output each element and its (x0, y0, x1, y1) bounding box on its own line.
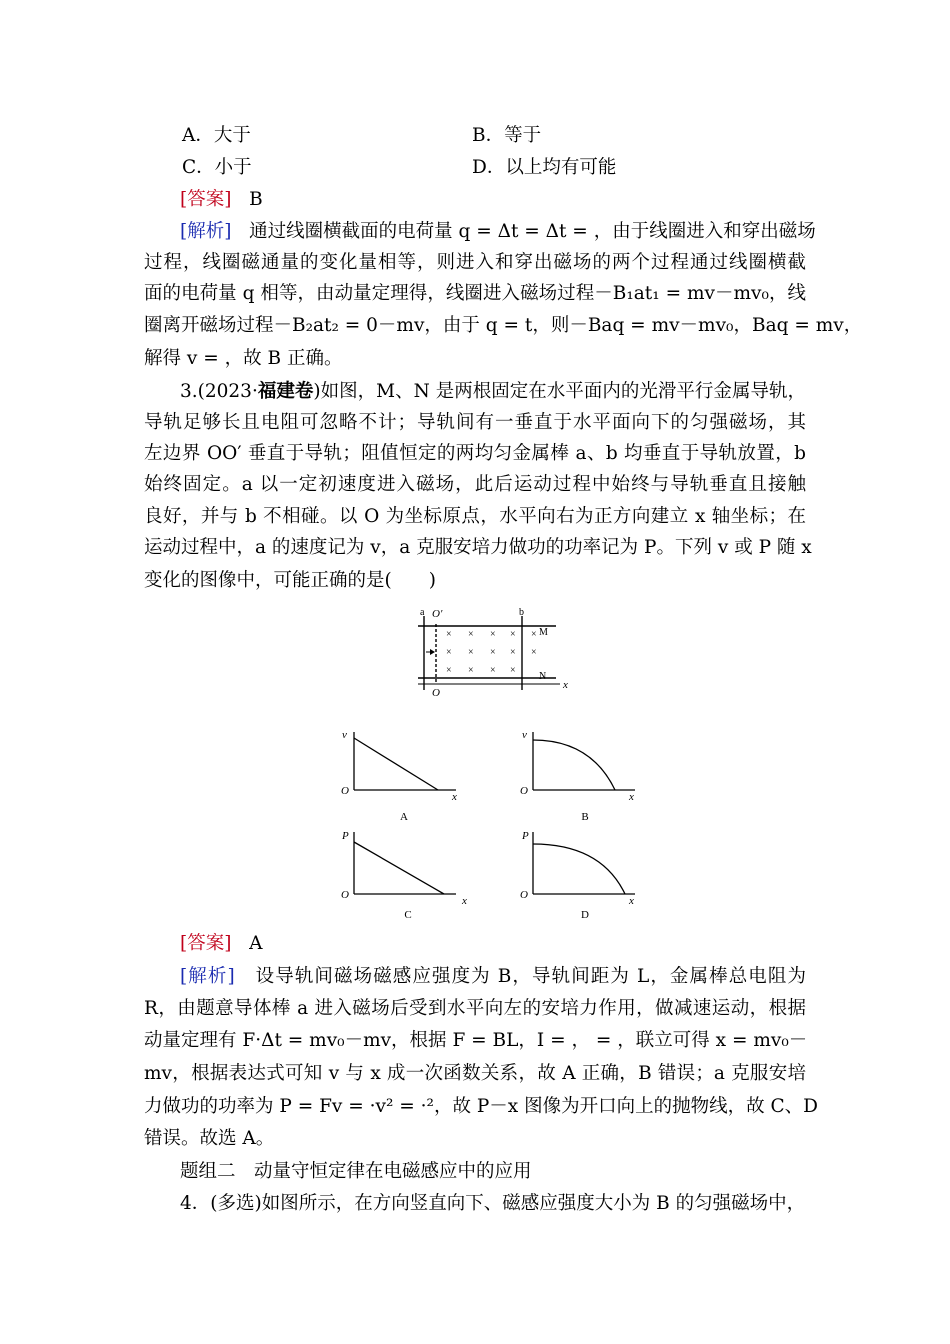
label-a: a (420, 607, 425, 618)
section-heading: 题组二 动量守恒定律在电磁感应中的应用 (180, 1161, 532, 1182)
q3-stem-line: 左边界 OO′ 垂直于导轨；阻值恒定的两均匀金属棒 a、b 均垂直于导轨放置，b (144, 443, 806, 464)
q2-analysis-line: 面的电荷量 q 相等，由动量定理得，线圈进入磁场过程－B₁at₁ = mv－mv₀，线 (144, 283, 806, 304)
q3-stem-line: 始终固定。a 以一定初速度进入磁场，此后运动过程中始终与导轨垂直且接触 (144, 474, 806, 495)
q3-analysis-line: mv，根据表达式可知 v 与 x 成一次函数关系，故 A 正确，B 错误；a 克服安培 (144, 1063, 806, 1084)
label-n: N (539, 671, 547, 682)
q3-stem-line: 导轨足够长且电阻可忽略不计；导轨间有一垂直于水平面向下的匀强磁场，其 (144, 412, 806, 433)
field-cross: × (510, 647, 516, 658)
origin-label: O (520, 889, 528, 901)
q3-analysis-line: 错误。故选 A。 (144, 1128, 275, 1149)
graph-b (511, 726, 641, 822)
rails-figure (410, 604, 580, 702)
y-axis-label: v (522, 729, 527, 741)
y-axis-label: P (342, 830, 349, 842)
field-cross: × (468, 647, 474, 658)
option-d: D．以上均有可能 (472, 157, 617, 178)
graph-label: B (581, 811, 589, 822)
analysis-text: 通过线圈横截面的电荷量 q = Δt = Δt = ，由于线圈进入和穿出磁场 (249, 221, 816, 242)
origin-label: O (520, 785, 528, 797)
q3-source-prefix: 3.(2023· (180, 381, 258, 402)
q3-analysis-line: R，由题意导体棒 a 进入磁场后受到水平向左的安培力作用，做减速运动，根据 (144, 998, 806, 1019)
field-cross: × (490, 629, 496, 640)
field-cross: × (446, 629, 452, 640)
q3-analysis-line: 动量定理有 F·Δt = mv₀－mv，根据 F = BL，I = ， = ，联立可得 x = mv₀－ (144, 1030, 808, 1051)
curve-c (354, 842, 444, 894)
curve-d (533, 844, 625, 894)
q4-stem-line: 4．(多选)如图所示，在方向竖直向下、磁感应强度大小为 B 的匀强磁场中， (180, 1193, 806, 1214)
field-cross: × (468, 665, 474, 676)
q2-analysis-line (180, 219, 816, 245)
q3-stem-line: 良好，并与 b 不相碰。以 O 为坐标原点，水平向右为正方向建立 x 轴坐标；在 (144, 506, 806, 527)
option-a: A．大于 (182, 125, 251, 146)
graph-label: D (581, 909, 589, 920)
field-cross: × (468, 629, 474, 640)
field-cross: × (446, 665, 452, 676)
field-cross: × (531, 647, 537, 658)
field-cross: × (510, 629, 516, 640)
curve-b (533, 740, 615, 790)
x-axis-label: x (629, 791, 634, 803)
graph-d (511, 824, 641, 920)
q2-analysis-line: 圈离开磁场过程－B₂at₂ = 0－mv，由于 q = t，则－Baq = mv－mv₀，Baq = mv， (144, 315, 863, 336)
q3-analysis-line: 力做功的功率为 P = Fv = ·v² = ·²，故 P－x 图像为开口向上的抛物线，故 C、D (144, 1096, 818, 1117)
q3-analysis-line (180, 964, 806, 990)
answer-tag: [答案] (180, 933, 232, 954)
label-o-prime: O′ (432, 608, 443, 620)
analysis-text: 设导轨间磁场磁感应强度为 B，导轨间距为 L，金属棒总电阻为 (255, 966, 806, 987)
field-cross: × (531, 629, 537, 640)
x-axis-label: x (452, 791, 457, 803)
analysis-tag: [解析] (180, 966, 235, 987)
q2-analysis-line: 过程，线圈磁通量的变化量相等，则进入和穿出磁场的两个过程通过线圈横截 (144, 252, 806, 273)
y-axis-label: v (342, 729, 347, 741)
graph-label: A (400, 811, 408, 822)
x-axis-label: x (462, 895, 467, 907)
origin-label: O (341, 785, 349, 797)
x-axis-label: x (629, 895, 634, 907)
q3-answer (180, 931, 842, 957)
field-cross: × (490, 647, 496, 658)
label-m: M (539, 627, 548, 638)
q3-source: 福建卷 (257, 381, 314, 402)
option-c: C．小于 (182, 157, 252, 178)
answer-value: B (249, 189, 263, 210)
field-cross: × (446, 647, 452, 658)
answer-tag: [答案] (180, 189, 232, 210)
curve-a (354, 738, 438, 790)
option-b: B．等于 (472, 125, 542, 146)
field-cross: × (510, 665, 516, 676)
q3-stem-line: 运动过程中，a 的速度记为 v，a 克服安培力做功的功率记为 P。下列 v 或 P 随 x (144, 537, 812, 558)
field-cross: × (490, 665, 496, 676)
q2-analysis-line: 解得 v = ，故 B 正确。 (144, 348, 343, 369)
y-axis-label: P (522, 830, 529, 842)
label-b: b (519, 607, 524, 618)
label-x: x (563, 679, 568, 691)
q3-stem-line: 变化的图像中，可能正确的是( ) (144, 570, 436, 591)
label-origin: O (432, 687, 440, 699)
graph-label: C (404, 909, 412, 920)
origin-label: O (341, 889, 349, 901)
q2-answer (180, 187, 842, 213)
graph-c (338, 824, 468, 920)
analysis-tag: [解析] (180, 221, 232, 242)
answer-value: A (249, 933, 263, 954)
q3-stem-line (180, 379, 806, 405)
q3-stem-first: )如图，M、N 是两根固定在水平面内的光滑平行金属导轨， (313, 381, 806, 402)
graph-a (338, 726, 468, 822)
